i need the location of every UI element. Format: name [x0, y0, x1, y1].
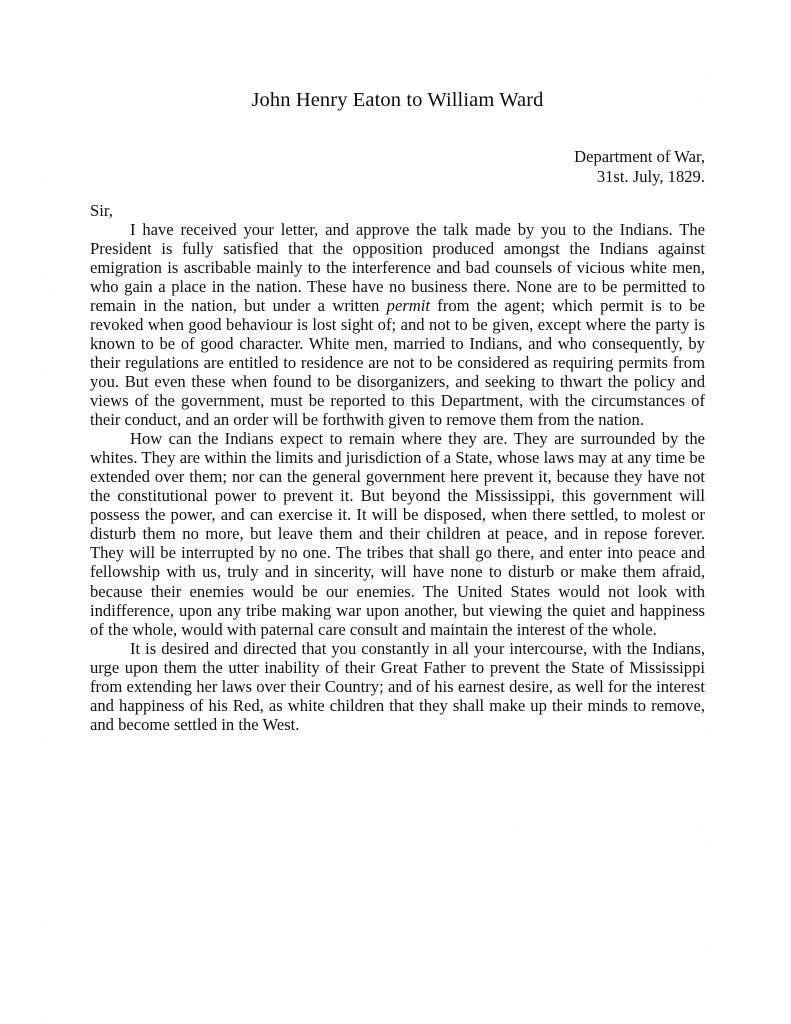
emphasis-text: permit — [386, 295, 430, 315]
document-content — [90, 0, 705, 734]
body-text-run: I have received your letter, and approve the talk made by you to the Indians. The President is fully satisfied that the opposition produced amongst the Indians against emigration is ascribable mainly to the interference and bad counsels of vicious white men, who gain a place in the nation. These have no business there. None are to be permitted to remain in the nation, but under a written — [90, 219, 705, 315]
paragraph-1 — [90, 220, 705, 430]
body-text-run: How can the Indians expect to remain where they are. They are surrounded by the whites. They are within the limits and jurisdiction of a State, whose laws may at any time be extended over them; nor can the general government here prevent it, because they have not the constitutional power to prevent it. But beyond the Mississippi, this government will possess the power, and can exercise it. It will be disposed, when there settled, to molest or disturb them no more, but leave them and their children at peace, and in repose forever. They will be interrupted by no one. The tribes that shall go there, and enter into peace and fellowship with us, truly and in sincerity, will have none to disturb or make them afraid, because their enemies would be our enemies. The United States would not look with indifference, upon any tribe making war upon another, but viewing the quiet and happiness of the whole, would with paternal care consult and maintain the interest of the whole. — [90, 429, 705, 639]
dateline-date: 31st. July, 1829. — [596, 166, 705, 186]
page-title: John Henry Eaton to William Ward — [251, 89, 544, 111]
body-text-run: It is desired and directed that you constantly in all your intercourse, with the Indians, urge upon them the utter inability of their Great Father to prevent the State of Mississippi from extending her laws over their Country; and of his earnest desire, as well for the interest and happiness of his Red, as white children that they shall make up their minds to remove, and become settled in the West. — [90, 638, 705, 734]
salutation: Sir, — [90, 200, 113, 220]
paragraph-2 — [90, 429, 705, 639]
body-text-run: from the agent; which permit is to be revoked when good behaviour is lost sight of; and not to be given, except where the party is known to be of good character. White men, married to Indians, and who consequently, by their regulations are entitled to residence are not to be considered as requiring permits from you. But even these when found to be disorganizers, and seeking to thwart the policy and views of the government, must be reported to this Department, with the circumstances of their conduct, and an order will be forthwith given to remove them from the nation. — [90, 295, 706, 430]
paragraph-3 — [90, 639, 705, 734]
dateline — [90, 147, 705, 187]
dateline-place: Department of War, — [574, 146, 705, 166]
